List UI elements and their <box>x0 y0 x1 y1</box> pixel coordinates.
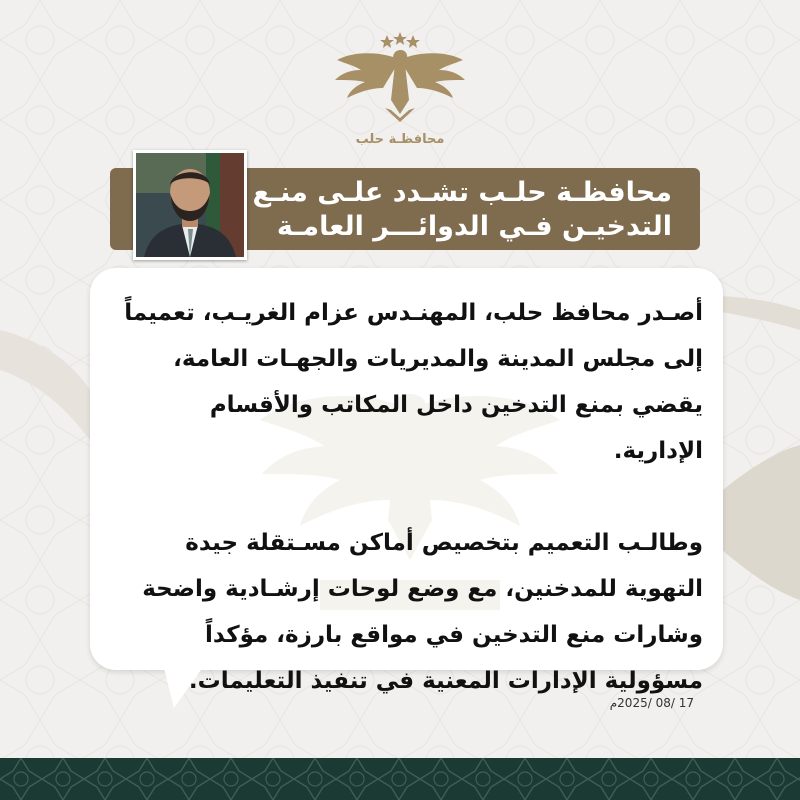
title-line-1: محافظـة حلـب تشـدد علـى منـع <box>252 177 672 208</box>
footer-pattern-band <box>0 758 800 800</box>
star-icon <box>406 35 420 48</box>
paragraph-1: أصـدر محافظ حلب، المهنـدس عزام الغريـب، تعميماً إلى مجلس المدينة والمديريات والجهـات العامة، يقضي بمنع التدخين داخل المكاتب والأقسام الإدارية. <box>124 300 703 464</box>
article-body <box>118 290 703 704</box>
logo-caption: محافظـة حلب <box>355 132 445 147</box>
page-title <box>242 176 672 244</box>
publish-date: 17 /08 /2025م <box>609 696 694 710</box>
paragraph-2: وطالـب التعميم بتخصيص أماكن مسـتقلة جيدة التهوية للمدخنين، مع وضع لوحات إرشـادية واضحة وشارات منع التدخين في مواقع بارزة، مؤكداً مسؤولية الإدارات المعنية في تنفيذ التعليمات. <box>142 530 703 694</box>
governorate-logo <box>325 30 475 160</box>
portrait-image <box>136 153 244 257</box>
official-portrait-photo <box>133 150 247 260</box>
star-icon <box>380 35 394 48</box>
title-line-2: التدخيـن فـي الدوائـــر العامـة <box>276 211 672 242</box>
star-icon <box>393 32 407 45</box>
eagle-emblem-icon <box>325 30 475 130</box>
footer-pattern <box>0 758 800 800</box>
